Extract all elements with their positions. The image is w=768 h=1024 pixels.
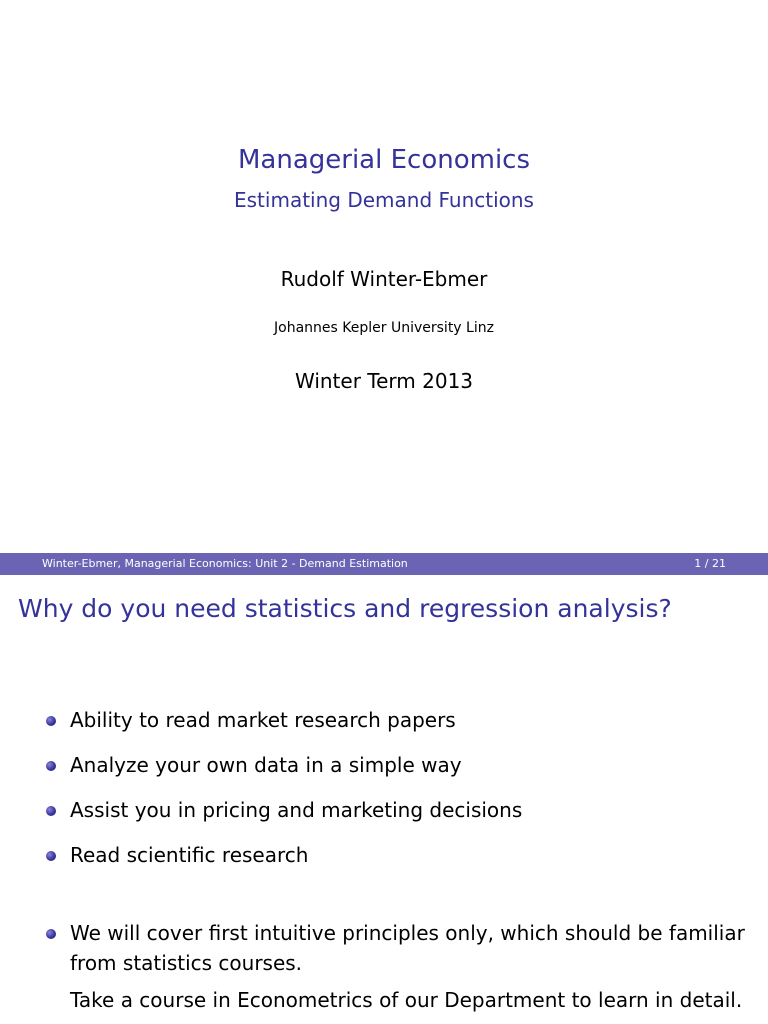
presentation-subtitle: Estimating Demand Functions — [234, 188, 534, 212]
author-name: Rudolf Winter-Ebmer — [280, 267, 488, 291]
bullet-continuation-text: Take a course in Econometrics of our Department to learn in detail. — [70, 988, 743, 1012]
institute-name: Johannes Kepler University Linz — [274, 320, 494, 336]
ball-bullet-icon — [46, 716, 56, 726]
ball-bullet-icon — [46, 851, 56, 861]
bullet-text: We will cover first intuitive principles only, which should be familiar from statistics courses. — [70, 921, 745, 975]
ball-bullet-icon — [46, 761, 56, 771]
bullet-text: Read scientific research — [70, 843, 309, 867]
footer-course-label: Winter-Ebmer, Managerial Economics: Unit 2 - Demand Estimation — [42, 557, 408, 570]
ball-bullet-icon — [46, 806, 56, 816]
ball-bullet-icon — [46, 929, 56, 939]
bullet-text: Ability to read market research papers — [70, 708, 456, 732]
presentation-title: Managerial Economics — [237, 145, 531, 175]
slide-heading: Why do you need statistics and regression analysis? — [18, 594, 672, 623]
bullet-text: Analyze your own data in a simple way — [70, 753, 462, 777]
term-date: Winter Term 2013 — [294, 369, 474, 393]
footer-page-number: 1 / 21 — [694, 557, 726, 570]
slide-footer-bar — [0, 553, 768, 575]
bullet-text: Assist you in pricing and marketing decisions — [70, 798, 523, 822]
